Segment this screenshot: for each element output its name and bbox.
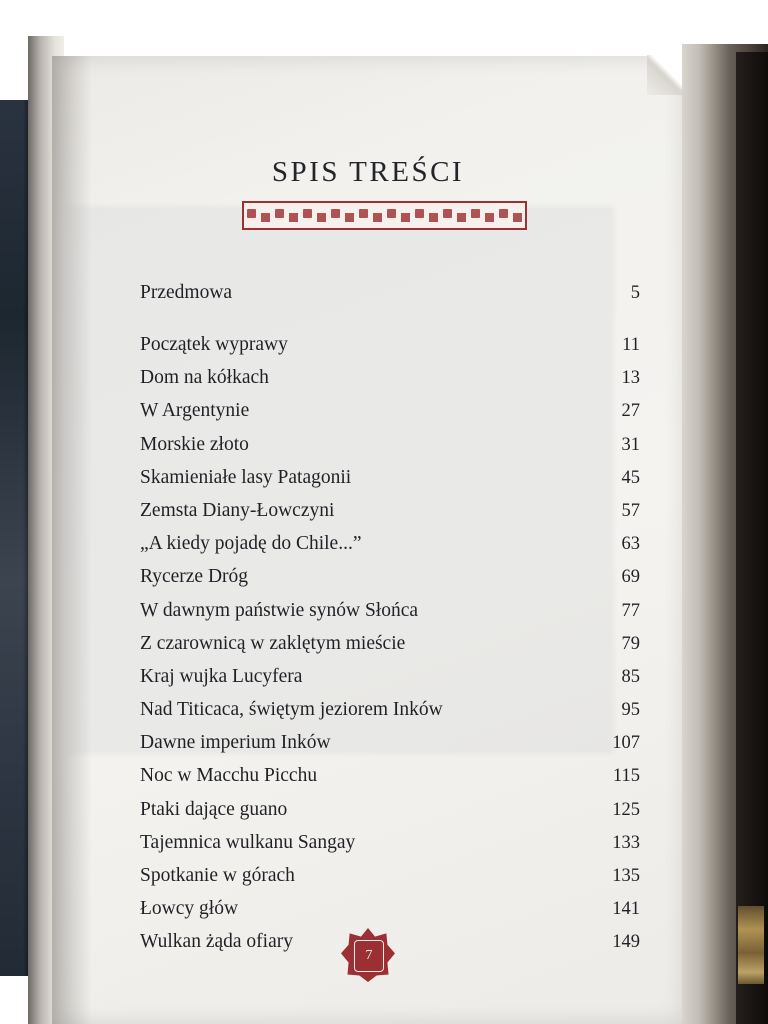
toc-entry-page: 95 xyxy=(621,700,640,721)
toc-entry xyxy=(140,500,640,522)
table-of-contents xyxy=(140,282,640,965)
toc-entry-page: 11 xyxy=(622,335,640,355)
toc-entry-page: 141 xyxy=(612,899,640,920)
cover-gilt-ornament-icon xyxy=(738,906,764,984)
toc-entry-page: 135 xyxy=(612,866,640,886)
toc-entry-page: 125 xyxy=(612,799,640,820)
toc-entry xyxy=(140,367,640,389)
toc-entry-title: Przedmowa xyxy=(140,282,233,303)
toc-entry-title: Ptaki dające guano xyxy=(140,798,288,820)
page-content xyxy=(52,56,684,1024)
toc-entry-title: Łowcy głów xyxy=(140,898,239,920)
toc-entry xyxy=(140,699,640,721)
toc-entry-page: 107 xyxy=(612,733,640,754)
toc-entry-title: W dawnym państwie synów Słońca xyxy=(140,599,419,621)
toc-entry xyxy=(140,400,640,422)
toc-entry-page: 57 xyxy=(621,500,640,521)
toc-entry-page: 45 xyxy=(621,467,640,488)
toc-entry xyxy=(140,334,640,356)
toc-entry-title: Początek wyprawy xyxy=(140,334,288,355)
toc-entry xyxy=(140,865,640,887)
toc-entry-title: Skamieniałe lasy Patagonii xyxy=(140,466,352,488)
toc-entry-page: 133 xyxy=(612,832,640,853)
right-top-background xyxy=(678,0,768,44)
toc-entry xyxy=(140,282,640,304)
toc-entry xyxy=(140,765,640,787)
toc-entry-page: 85 xyxy=(621,666,640,687)
toc-entry-title: Dom na kółkach xyxy=(140,367,269,389)
toc-entry-page: 31 xyxy=(621,434,640,455)
left-facing-page xyxy=(0,96,30,976)
toc-entry-title: Morskie złoto xyxy=(140,433,249,455)
red-star-emblem-icon xyxy=(341,928,395,982)
toc-entry-title: Nad Titicaca, świętym jeziorem Inków xyxy=(140,699,443,721)
toc-entry-title: „A kiedy pojadę do Chile...” xyxy=(140,533,362,555)
toc-entry-page: 5 xyxy=(630,283,640,303)
left-page-top-edge xyxy=(0,0,30,100)
toc-entry-page: 69 xyxy=(621,567,640,588)
toc-entry-title: Wulkan żąda ofiary xyxy=(140,931,293,953)
toc-entry-title: Dawne imperium Inków xyxy=(140,732,331,754)
toc-entry-title: Spotkanie w górach xyxy=(140,865,295,886)
toc-entry xyxy=(140,732,640,754)
toc-entry-page: 115 xyxy=(612,766,640,787)
toc-entry-page: 79 xyxy=(621,633,640,654)
toc-entry xyxy=(140,832,640,854)
toc-entry-title: W Argentynie xyxy=(140,400,250,422)
toc-entry xyxy=(140,666,640,688)
toc-entry-title: Rycerze Dróg xyxy=(140,566,249,588)
toc-entry xyxy=(140,434,640,456)
toc-entry xyxy=(140,533,640,555)
folio-number: 7 xyxy=(354,940,384,972)
toc-entry xyxy=(140,898,640,920)
toc-entry xyxy=(140,600,640,622)
toc-entry xyxy=(140,566,640,588)
page-title: SPIS TREŚCI xyxy=(271,156,465,188)
toc-entry-page: 149 xyxy=(612,932,640,953)
toc-entry xyxy=(140,633,640,655)
toc-entry-title: Noc w Macchu Picchu xyxy=(140,765,318,787)
toc-entry-page: 77 xyxy=(621,600,640,621)
toc-entry-page: 13 xyxy=(621,368,640,389)
book-cover-edge xyxy=(736,52,768,1024)
toc-entry-title: Kraj wujka Lucyfera xyxy=(140,665,303,687)
toc-entry xyxy=(140,467,640,489)
toc-entry-title: Z czarownicą w zaklętym mieście xyxy=(140,632,406,654)
inca-frieze-ornament-icon xyxy=(242,201,527,230)
toc-entry-title: Tajemnica wulkanu Sangay xyxy=(140,831,356,853)
toc-entry-title: Zemsta Diany-Łowczyni xyxy=(140,499,335,521)
toc-entry-page: 63 xyxy=(621,534,640,555)
toc-entry-page: 27 xyxy=(621,401,640,422)
toc-entry xyxy=(140,799,640,821)
